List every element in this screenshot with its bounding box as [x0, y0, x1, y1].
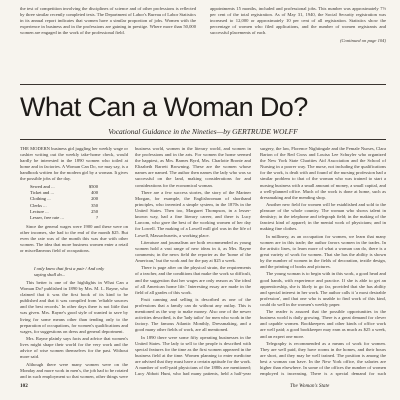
paragraph: In millinery, as an occupation for women, we learn that many women are in this trade; the author favors women in the trades. In the artistic lines, to learn more of what a woman can do, there is a great variety of work for women. That she has the ability is shown by the number of women in the fields of decoration, textile design, and the printing of books and pictures.: [260, 233, 386, 270]
wage-row: Clerks ... 350: [30, 202, 98, 208]
paragraph: This better is one of the highlights in What Can a Woman Do? published in 1890 by Mrs. M. L. Rayne, who claimed that it was the first book of its kind to be published and that it was compiled from 'reliable sources and the best records.' In other days there is not little that was given. Mrs. Rayne's good style of wanted to save by living for some means other than tending only to the preparation of occupations, for women's qualifications and wages, for suggestions on dress and general deportment.: [20, 280, 128, 334]
poem-quote: I only knew that first a pair / And only saying shall do...: [34, 266, 105, 278]
paragraph: Telegraphy is recommended as a means of work for women. They are well paid, they have rooms in the homes, and their hours are short, and they may be well trained. The position is among the best a woman can have. In the New York office, the salaries are higher than elsewhere. In some of the offices the number of women employed is increasing. There is a special demand for such: [260, 340, 386, 377]
publication-name: The Woman's State: [290, 383, 330, 389]
paragraph: Although there were many women were on the Monday and more work in men's, the job had to be rotated and in such employment so that women, other things were: [20, 361, 128, 379]
paragraph: Another new field for women will be established and sold to the pleasure of the whole country. The woman who shows talent in dentistry; in the telephone and telegraph field; in the making of the fanciest kind of apparel; in the mental work of physicians; and in making fine clothes.: [260, 202, 386, 232]
paragraph: The reader is assured that the possible opportunities in the business world is daily growing. There is a great demand for clever and capable women. Bookkeepers and other kinds of office work are well paid; a good bookkeeper may earn as much as $25 a week, and an expert one more.: [260, 309, 386, 339]
page-number-left: 102: [20, 383, 28, 389]
top-left-column: [20, 6, 196, 38]
paragraph: There is page after on the physical strain, the requirements of a teacher, and the conditions that make the work so difficult, and the suggestion that her wages are only reason as 'the ideal of all American home life.' Interesting essay are made in the field of all grades of this work.: [135, 265, 251, 295]
paragraph: appointments 15 months, included and professional jobs. This number was approximately 7½ per cent of the total registration. As of May 31, 1940, the Social Security registration was increased to 12,000 or approximately 10 per cent of all registration. Statistics show the percentage of women who filed applications, and the number of women registrants and successful placements of each.: [210, 6, 386, 36]
paragraph: Mrs. Rayne plainly says facts and advice that women's lives might shape their world for the very work and the advice of wise women themselves for the past. Without more said.: [20, 336, 128, 360]
article-title: What Can a Woman Do?: [20, 92, 308, 122]
left-column-cont: [20, 224, 128, 264]
paragraph: Fruit canning and selling is described as one of the professions that a family can do without any outlay. This is mentioned as the way to make money. Also one of the newer activities described, is the 'lady tailor' for men who work in the factory. The famous Atlantic Monthly, Dressmaking, and a good many other fields of work, are all mentioned.: [135, 297, 251, 333]
wage-list: [30, 184, 98, 221]
bottom-rule: [20, 139, 386, 140]
paragraph: business world, women in the literary world, and women in the professions and in the arts. For women the home seemed the happiest, as Mrs. Barnes Byrd, Mrs. Charlotte Bronte and Elizabeth Barrett Browning. These are the women whose names are named. The author then names the lady who was so successful on the land, making considerations for and considerations for the economical woman.: [135, 146, 251, 188]
wage-row: Ticket and ... 400: [30, 190, 98, 196]
left-column-lower: [20, 280, 128, 380]
paragraph: the test of competition involving the disciplines of science and of other professions is reflected by three similar recently completed tests. The Department of Labor's Bureau of Labor Statistics in its annual report indicates that women have a similar proportion of jobs. Women with the experience in business and in the professions are gaining in prestige. Where more than 50,000 women are engaged in the work of the professional field.: [20, 6, 196, 36]
right-column: [260, 146, 386, 378]
paragraph: surgery, the law, Florence Nightingale and the Female Nurses, Clara Barton of the Red Cross and Louisa Lee Schuyler who organized the New York State Charities Aid Association and the School of Nursing in a poorer way. The nurse, not including the qualifications for the work, is dealt with and found of the nursing profession had a similar problem to that of the woman who was trained to start a nursing business with a small amount of money, a small capital, and a well-planned office. Much of the work is done at home, such as dressmaking and the mending shop.: [260, 146, 386, 200]
paragraph: There are a few success stories, the story of the Mariner Morgan, for example, the Englishwoman of shorthand principles, who invented a simple system, in the 1870s in the United States. Then too, Margaret Thompson, in a lesser-known way, had a fine literary career, and there is Lucy Larcom, who gave the best of the working women of her day for Lowell. The making of a Lowell mill girl was in the life of Lowell, Massachusetts, a working place.: [135, 189, 251, 238]
wage-row: Lesser, free rate ... ?: [30, 215, 98, 221]
paragraph: In 1890 there were some fifty operating businesses in the United States. The lady to sell to the people is described with special features for the time as the first women appeared in the business field at the time. Women planning to enter medicine are advised that they must have a certain aptitude for the work. A number of well-paid physicians of the 1880s are mentioned; Lucy Abbott Hunt, who had many patients, held a half-year: [135, 334, 251, 377]
wage-row: Sewed and ... $500: [30, 184, 98, 189]
top-right-column: [210, 6, 386, 45]
middle-column: [135, 146, 251, 378]
paragraph: Literature and journalism are both recommended as young women hold a vast range of new ideas in it, as Mrs. Rayne comments; in the news field the reporter as the 'home of the American,' but the work and for the pay at $25 a week.: [135, 239, 251, 264]
wage-row: Clothing ... 200: [30, 196, 98, 202]
wage-row: Lecture ... 250: [30, 208, 98, 214]
continued-note: (Continued on page 104): [339, 37, 386, 43]
article-subtitle: Vocational Guidance in the Nineties—by GERTRUDE WOLFF: [108, 127, 298, 136]
top-rule: [20, 84, 386, 85]
paragraph: The young woman is to begin with in this work, a good head and good hands, with experience and practice. If she is able to get an apprenticeship, she is likely to go far, provided that she has ability and special interest in her work. The author calls it 'a most desirable profession', and that one who is unable to find work of this kind, could do well in the women's weekly paper.: [260, 271, 386, 307]
paragraph: THE MODERN business girl juggling her weekly wage or cashier writing out the weekly take-home check, would hardly be interested in the 1890 women who toiled at home and in factories. A Woman Can Do, we may say, is a handbook written for the modern girl by a woman. It gives the possible jobs of the day.: [20, 146, 128, 182]
left-column: [20, 146, 128, 184]
paragraph: Since the general wages were 1900 and these were on other incomes, she had to the end of the month $25. But even the rate was of the month this was due with other women. The idea that more business women enter a retail or miscellaneous field of occupations.: [20, 224, 128, 254]
